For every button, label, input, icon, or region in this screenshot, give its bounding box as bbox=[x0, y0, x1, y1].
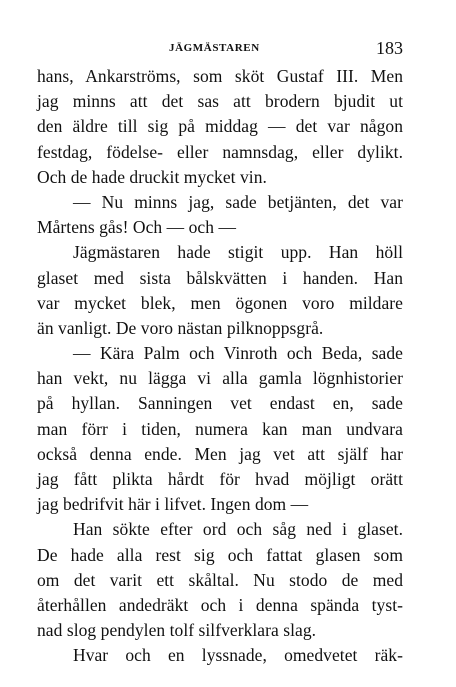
text-line: han vekt, nu lägga vi alla gamla lögnhistorier bbox=[37, 368, 403, 389]
text-line: Och de hade druckit mycket vin. bbox=[37, 166, 267, 187]
text-line: Han sökte efter ord och såg ned i glaset. bbox=[73, 519, 403, 540]
text-line: glaset med sista bålskvätten i handen. Han bbox=[37, 267, 403, 288]
text-line: var mycket blek, men ögonen voro mildare bbox=[37, 292, 403, 313]
text-line: än vanligt. De voro nästan pilknoppsgrå. bbox=[37, 317, 324, 338]
page-header bbox=[37, 40, 403, 60]
text-line: Mårtens gås! Och — och — bbox=[37, 217, 236, 238]
text-line: — Nu minns jag, sade betjänten, det var bbox=[73, 191, 403, 212]
text-line: den äldre till sig på middag — det var någon bbox=[37, 116, 403, 137]
text-line: om det varit ett skåltal. Nu stodo de med bbox=[37, 569, 403, 590]
running-title: JÄGMÄSTAREN bbox=[169, 42, 260, 54]
text-line: på hyllan. Sanningen vet endast en, sade bbox=[37, 393, 403, 414]
text-line: jag bedrifvit här i lifvet. Ingen dom — bbox=[37, 494, 309, 515]
text-line: festdag, födelse- eller namnsdag, eller dylikt. bbox=[37, 141, 403, 162]
page-number: 183 bbox=[376, 38, 403, 58]
body-text bbox=[37, 64, 403, 669]
text-line: också denna ende. Men jag vet att själf har bbox=[37, 443, 403, 464]
text-line: hans, Ankarströms, som sköt Gustaf III. Men bbox=[37, 66, 403, 86]
text-line: jag fått plikta hårdt för hvad möjligt orätt bbox=[37, 469, 403, 489]
text-line: nad slog pendylen tolf silfverklara slag. bbox=[37, 620, 317, 641]
text-line: återhållen andedräkt och i denna spända tyst- bbox=[37, 594, 403, 615]
text-line: jag minns att det sas att brodern bjudit ut bbox=[37, 91, 403, 112]
text-line: — Kära Palm och Vinroth och Beda, sade bbox=[73, 343, 403, 364]
text-line: Jägmästaren hade stigit upp. Han höll bbox=[73, 242, 403, 263]
text-line: De hade alla rest sig och fattat glasen som bbox=[37, 544, 403, 565]
text-line: Hvar och en lyssnade, omedvetet räk- bbox=[73, 645, 403, 666]
text-line: man förr i tiden, numera kan man undvara bbox=[37, 418, 403, 439]
